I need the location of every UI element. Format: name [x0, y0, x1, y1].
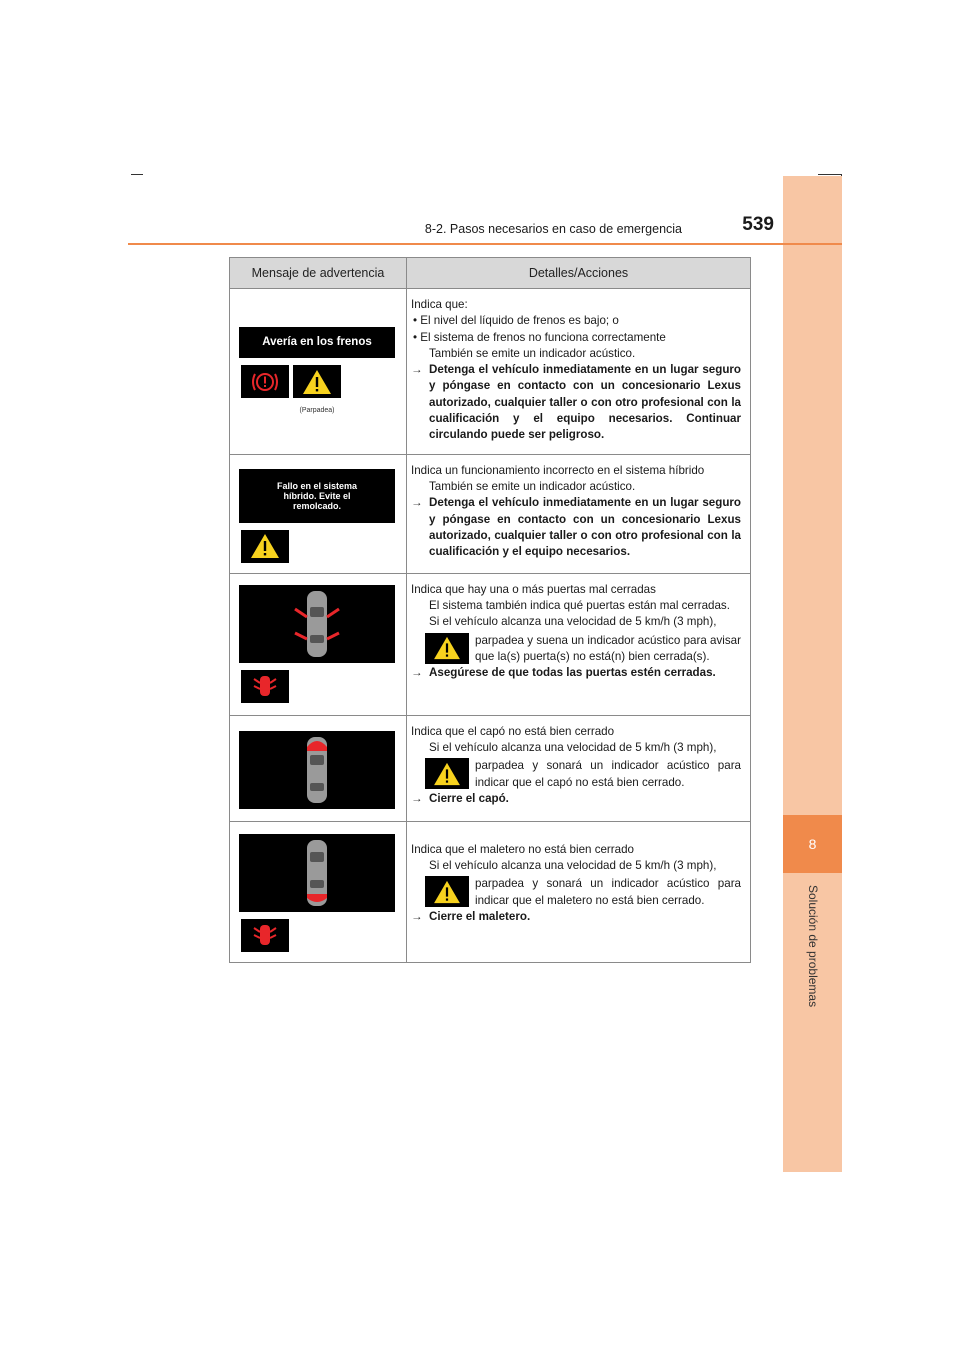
door-open-icon [252, 674, 278, 698]
detail-line: También se emite un indicador acústico. [429, 479, 636, 493]
detail-line: Si el vehículo alcanza una velocidad de 5 km/h (3 mph), [429, 740, 717, 754]
brake-warning-light [241, 365, 289, 398]
warning-cell [230, 454, 407, 573]
table-row [230, 715, 751, 821]
master-warning-triangle-icon [250, 533, 280, 559]
arrow-icon: → [411, 496, 423, 510]
table-header-row [230, 258, 751, 289]
section-title: 8-2. Pasos necesarios en caso de emergencia [424, 222, 682, 236]
hybrid-system-message: Fallo en el sistema híbrido. Evite el remolcado. [239, 469, 395, 523]
crop-mark [131, 174, 143, 175]
details-cell [407, 454, 751, 573]
detail-line: Si el vehículo alcanza una velocidad de 5 km/h (3 mph), [429, 858, 717, 872]
page-number: 539 [742, 214, 774, 235]
door-warning-light [241, 919, 289, 952]
details-cell [407, 289, 751, 455]
master-warning-light [293, 365, 341, 398]
detail-wrap [411, 633, 741, 666]
master-warning-triangle-icon [302, 369, 332, 395]
warning-cell [230, 821, 407, 962]
table-row [230, 573, 751, 715]
details-cell [407, 821, 751, 962]
door-warning-light [241, 670, 289, 703]
detail-line: parpadea y sonará un indicador acústico para indicar que el capó no está bien cerrado. [475, 759, 741, 789]
blink-caption: (Parpadea) [299, 407, 335, 414]
action-text: Cierre el maletero. [429, 909, 531, 923]
arrow-icon: → [411, 791, 423, 805]
action-text: Detenga el vehículo inmediatamente en un lugar seguro y póngase en contacto con un concesionario Lexus autorizado, cualquier taller o con otro profesional con la cualificación y el equipo necesarios. Continuar circulando puede ser peligroso. [429, 363, 741, 442]
chapter-title: Solución de problemas [806, 885, 820, 1008]
detail-wrap [411, 758, 741, 791]
master-warning-light [241, 530, 289, 563]
master-warning-triangle-icon [433, 636, 461, 660]
detail-line: Indica que hay una o más puertas mal cerradas [411, 582, 656, 596]
warning-cell [230, 573, 407, 715]
warning-cell [230, 289, 407, 455]
action-line [411, 791, 741, 807]
details-cell [407, 573, 751, 715]
detail-line: Indica que el capó no está bien cerrado [411, 724, 615, 738]
detail-line: Indica un funcionamiento incorrecto en el sistema híbrido [411, 463, 705, 477]
car-doors-open-icon [287, 587, 347, 661]
master-warning-light [425, 876, 469, 907]
col-header-warning-message: Mensaje de advertencia [230, 258, 407, 289]
action-line [411, 909, 741, 925]
hood-open-display [239, 731, 395, 809]
detail-line: Indica que el maletero no está bien cerrado [411, 842, 634, 856]
door-open-display [239, 585, 395, 663]
car-trunk-open-icon [297, 836, 337, 910]
details-cell [407, 715, 751, 821]
door-open-icon [252, 923, 278, 947]
master-warning-light [425, 758, 469, 789]
chapter-number: 8 [783, 815, 842, 873]
master-warning-triangle-icon [433, 762, 461, 786]
action-text: Detenga el vehículo inmediatamente en un lugar seguro y póngase en contacto con un concesionario Lexus autorizado, cualquier taller o con otro profesional con la cualificación y el equipo necesarios. [429, 496, 741, 559]
arrow-icon: → [411, 666, 423, 680]
detail-bullet: • El nivel del líquido de frenos es bajo; o [413, 314, 619, 328]
arrow-icon: → [411, 363, 423, 377]
detail-line: parpadea y sonará un indicador acústico para indicar que el maletero no está bien cerrado. [475, 877, 741, 907]
master-warning-triangle-icon [433, 880, 461, 904]
warning-cell [230, 715, 407, 821]
table-row [230, 454, 751, 573]
table-row [230, 289, 751, 455]
brake-warning-icon [250, 370, 280, 394]
action-line [411, 495, 741, 560]
action-line [411, 362, 741, 443]
trunk-open-display [239, 834, 395, 912]
action-text: Asegúrese de que todas las puertas estén cerradas. [429, 666, 716, 680]
detail-line: Indica que: [411, 298, 468, 311]
detail-bullet: • El sistema de frenos no funciona correctamente [413, 330, 666, 344]
detail-wrap [411, 876, 741, 909]
detail-line: parpadea y suena un indicador acústico para avisar que la(s) puerta(s) no está(n) bien cerrada(s). [475, 633, 741, 663]
table-row [230, 821, 751, 962]
detail-line: También se emite un indicador acústico. [429, 346, 636, 360]
car-hood-open-icon [297, 733, 337, 807]
action-line [411, 665, 741, 681]
detail-line: Si el vehículo alcanza una velocidad de 5 km/h (3 mph), [429, 615, 717, 629]
action-text: Cierre el capó. [429, 791, 509, 805]
warning-table [229, 257, 751, 963]
brake-failure-message: Avería en los frenos [239, 327, 395, 358]
header-rule [128, 243, 842, 245]
master-warning-light [425, 633, 469, 664]
crop-mark [818, 174, 842, 175]
detail-line: El sistema también indica qué puertas están mal cerradas. [429, 598, 730, 612]
arrow-icon: → [411, 909, 423, 923]
col-header-details-actions: Detalles/Acciones [407, 258, 751, 289]
